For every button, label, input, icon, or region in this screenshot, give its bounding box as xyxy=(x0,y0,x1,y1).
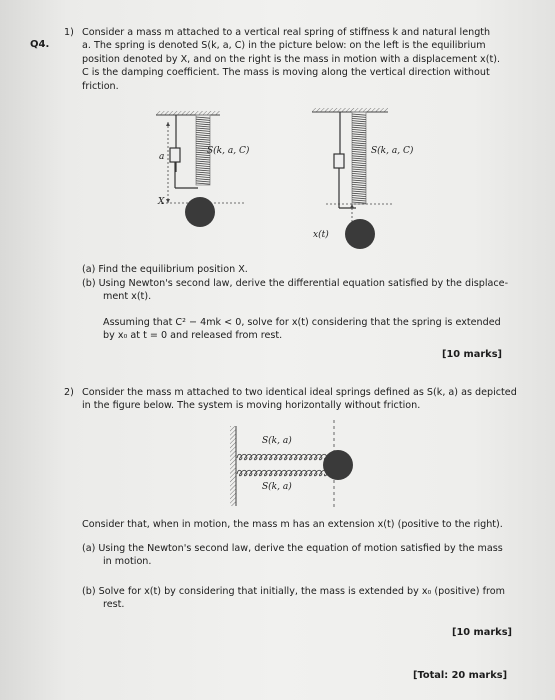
part2-a-line: in motion. xyxy=(103,556,152,568)
part1-line: a. The spring is denoted S(k, a, C) in the picture below: on the left is the equilibrium xyxy=(82,40,486,52)
top-spring xyxy=(237,454,327,460)
part2-intro xyxy=(82,386,517,413)
part1-b-line: (b) Using Newton's second law, derive the differential equation satisfied by the displace- xyxy=(82,278,509,289)
part1-line: Consider a mass m attached to a vertical real spring of stiffness k and natural length xyxy=(82,27,491,38)
part1-marks: [10 marks] xyxy=(442,349,502,360)
part2-label: 2) xyxy=(64,387,74,398)
horizontal-mass xyxy=(323,450,353,480)
part1-line: friction. xyxy=(82,80,119,92)
right-ceiling xyxy=(312,108,388,112)
part1-intro xyxy=(82,26,500,93)
part1-question-b xyxy=(82,277,508,304)
question-number: Q4. xyxy=(30,39,50,50)
right-spring-label: S(k, a, C) xyxy=(371,146,414,156)
part1-assume-line: Assuming that C² − 4mk < 0, solve for x(t) considering that the spring is extended xyxy=(103,317,501,328)
left-damper xyxy=(170,115,198,188)
part1-line: position denoted by X, and on the right is the mass in motion with a displacement x(t). xyxy=(82,53,500,65)
part2-line: Consider the mass m attached to two identical ideal springs defined as S(k, a) as depicted xyxy=(82,387,517,398)
part2-consider: Consider that, when in motion, the mass m has an extension x(t) (positive to the right). xyxy=(82,519,503,530)
part1-b-line: ment x(t). xyxy=(103,291,152,303)
part1-line: C is the damping coefficient. The mass is moving along the vertical direction without xyxy=(82,67,490,79)
bottom-spring-label: S(k, a) xyxy=(262,482,292,492)
top-spring-label: S(k, a) xyxy=(262,436,292,446)
left-ceiling xyxy=(156,111,220,115)
natural-length-label: a xyxy=(159,152,165,162)
bottom-spring xyxy=(237,470,327,476)
wall xyxy=(230,426,236,506)
part2-question-a xyxy=(82,542,503,569)
vertical-spring-figure xyxy=(150,108,410,258)
left-mass xyxy=(185,197,215,227)
left-spring-label: S(k, a, C) xyxy=(207,146,250,156)
displacement-label: x(t) xyxy=(313,230,329,240)
part2-marks: [10 marks] xyxy=(452,627,512,638)
part1-assume-line: by x₀ at t = 0 and released from rest. xyxy=(103,330,283,342)
part1-assumption xyxy=(103,316,501,343)
part2-line: in the figure below. The system is moving horizontally without friction. xyxy=(82,400,421,412)
right-mass xyxy=(345,219,375,249)
part2-b-line: rest. xyxy=(103,599,125,611)
part1-label: 1) xyxy=(64,27,74,38)
part1-question-a: (a) Find the equilibrium position X. xyxy=(82,264,248,275)
horizontal-spring-figure xyxy=(230,418,360,514)
equilibrium-label: X xyxy=(158,197,165,207)
part2-question-b xyxy=(82,585,505,612)
total-marks: [Total: 20 marks] xyxy=(413,670,508,681)
part2-b-line: (b) Solve for x(t) by considering that initially, the mass is extended by x₀ (positive) from xyxy=(82,586,505,597)
part2-a-line: (a) Using the Newton's second law, derive the equation of motion satisfied by the mass xyxy=(82,543,503,554)
